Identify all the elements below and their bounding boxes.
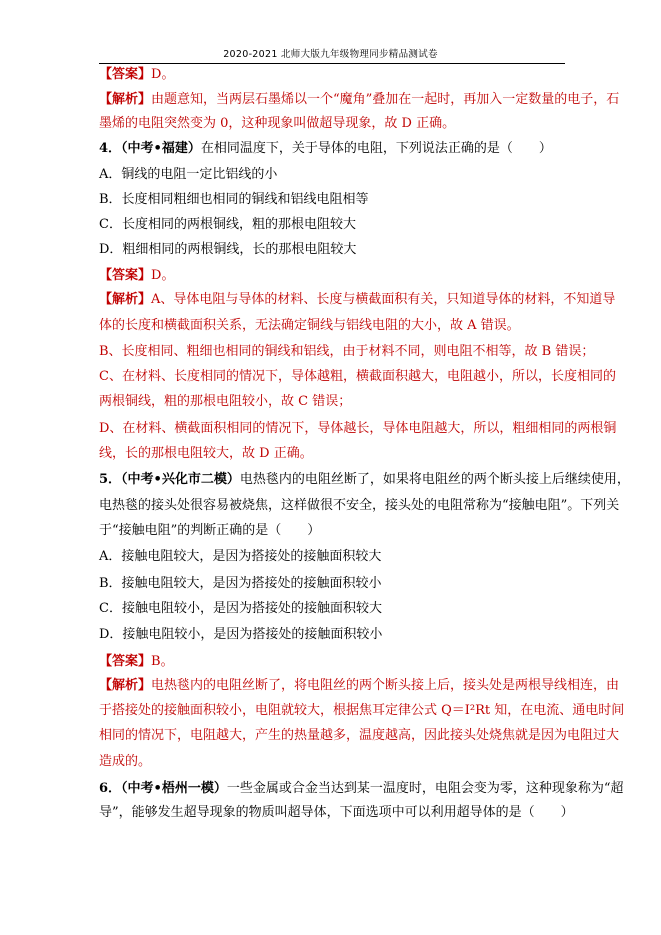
- question-number: 5．: [99, 472, 122, 487]
- question-line: [99, 780, 624, 798]
- header-rule: [99, 63, 565, 64]
- line-text: C．长度相同的两根铜线，粗的那根电阻较大: [99, 217, 356, 232]
- answer-line: [99, 343, 595, 361]
- answer-line: [99, 317, 574, 335]
- line-text: 由题意知，当两层石墨烯以一个“魔角”叠加在一起时，再加入一定数量的电子，石: [151, 92, 620, 107]
- answer-line: [99, 368, 616, 386]
- line-text: A．接触电阻较大，是因为搭接处的接触面积较大: [99, 549, 382, 564]
- answer-line: [99, 267, 574, 285]
- text-line: [99, 804, 574, 822]
- option-line: [99, 600, 574, 618]
- option-line: [99, 166, 574, 184]
- answer-line: [99, 753, 574, 771]
- answer-line: [99, 653, 574, 671]
- question-number: 6．: [99, 781, 122, 796]
- line-text: 电热毯内的电阻丝断了，如果将电阻丝的两个断头接上后继续使用，: [239, 472, 630, 487]
- line-text: D．接触电阻较小，是因为搭接处的接触面积较小: [99, 627, 383, 642]
- answer-line: [99, 727, 620, 745]
- page-header: 2020-2021 北师大版九年级物理同步精品测试卷: [223, 49, 438, 60]
- line-text: 于搭接处的接触面积较小，电阻就较大，根据焦耳定律公式 Q＝I²Rt 知，在电流、通电时间: [99, 703, 625, 718]
- line-text: 一些金属或合金当达到某一温度时，电阻会变为零，这种现象称为“超: [226, 781, 624, 796]
- option-line: [99, 241, 574, 259]
- answer-tag: 【答案】: [99, 67, 152, 82]
- line-text: 导”，能够发生超导现象的物质叫超导体，下面选项中可以利用超导体的是（ ）: [99, 805, 574, 820]
- analysis-tag: 【解析】: [99, 292, 152, 307]
- line-text: B．长度相同粗细也相同的铜线和铝线电阻相等: [99, 192, 369, 207]
- question-source: （中考•福建）: [121, 141, 201, 156]
- answer-line: [99, 393, 574, 411]
- answer-line: [99, 702, 625, 720]
- line-text: 相同的情况下，电阻越大，产生的热量越多，温度越高，因此接头处烧焦就是因为电阻过大: [99, 728, 620, 743]
- question-line: [99, 140, 574, 158]
- question-source: （中考•梧州一模）: [121, 781, 227, 796]
- line-text: 墨烯的电阻突然变为 0，这种现象叫做超导现象，故 D 正确。: [99, 116, 456, 131]
- line-text: A．铜线的电阻一定比铝线的小: [99, 167, 278, 182]
- option-line: [99, 548, 574, 566]
- line-text: D。: [151, 268, 175, 283]
- analysis-tag: 【解析】: [99, 92, 152, 107]
- line-text: 体的长度和横截面积关系，无法确定铜线与铝线电阻的大小，故 A 错误。: [99, 318, 520, 333]
- line-text: 电热毯的接头处很容易被烧焦，这样做很不安全，接头处的电阻常称为“接触电阻”。下列关: [99, 498, 620, 513]
- text-line: [99, 497, 620, 515]
- line-text: 电热毯内的电阻丝断了，将电阻丝的两个断头接上后，接头处是两根导线相连，由: [151, 678, 620, 693]
- line-text: C、在材料、长度相同的情况下，导体越粗，横截面积越大，电阻越小，所以，长度相同的: [99, 369, 616, 384]
- analysis-tag: 【解析】: [99, 678, 152, 693]
- option-line: [99, 191, 574, 209]
- question-line: [99, 471, 630, 489]
- line-text: 两根铜线，粗的那根电阻较小，故 C 错误；: [99, 394, 352, 409]
- line-text: C．接触电阻较小，是因为搭接处的接触面积较大: [99, 601, 382, 616]
- answer-line: [99, 66, 574, 84]
- line-text: 在相同温度下，关于导体的电阻，下列说法正确的是（ ）: [200, 141, 552, 156]
- answer-line: [99, 445, 574, 463]
- line-text: B。: [151, 654, 174, 669]
- option-line: [99, 216, 574, 234]
- answer-tag: 【答案】: [99, 268, 152, 283]
- line-text: D。: [151, 67, 175, 82]
- line-text: A、导体电阻与导体的材料、长度与横截面积有关，只知道导体的材料，不知道导: [151, 292, 616, 307]
- answer-line: [99, 115, 574, 133]
- line-text: 于“接触电阻”的判断正确的是（ ）: [99, 523, 321, 538]
- line-text: B．接触电阻较大，是因为搭接处的接触面积较小: [99, 576, 382, 591]
- answer-line: [99, 91, 620, 109]
- question-number: 4．: [99, 141, 122, 156]
- answer-line: [99, 291, 616, 309]
- option-line: [99, 575, 574, 593]
- line-text: 线，长的那根电阻较大，故 D 正确。: [99, 446, 313, 461]
- answer-tag: 【答案】: [99, 654, 152, 669]
- line-text: D、在材料、横截面积相同的情况下，导体越长，导体电阻越大，所以，粗细相同的两根铜: [99, 421, 617, 436]
- line-text: D．粗细相同的两根铜线，长的那根电阻较大: [99, 242, 357, 257]
- text-line: [99, 522, 574, 540]
- line-text: 造成的。: [99, 754, 152, 769]
- question-source: （中考•兴化市二模）: [121, 472, 240, 487]
- option-line: [99, 626, 574, 644]
- answer-line: [99, 677, 620, 695]
- answer-line: [99, 420, 617, 438]
- line-text: B、长度相同、粗细也相同的铜线和铝线，由于材料不同，则电阻不相等，故 B 错误；: [99, 344, 595, 359]
